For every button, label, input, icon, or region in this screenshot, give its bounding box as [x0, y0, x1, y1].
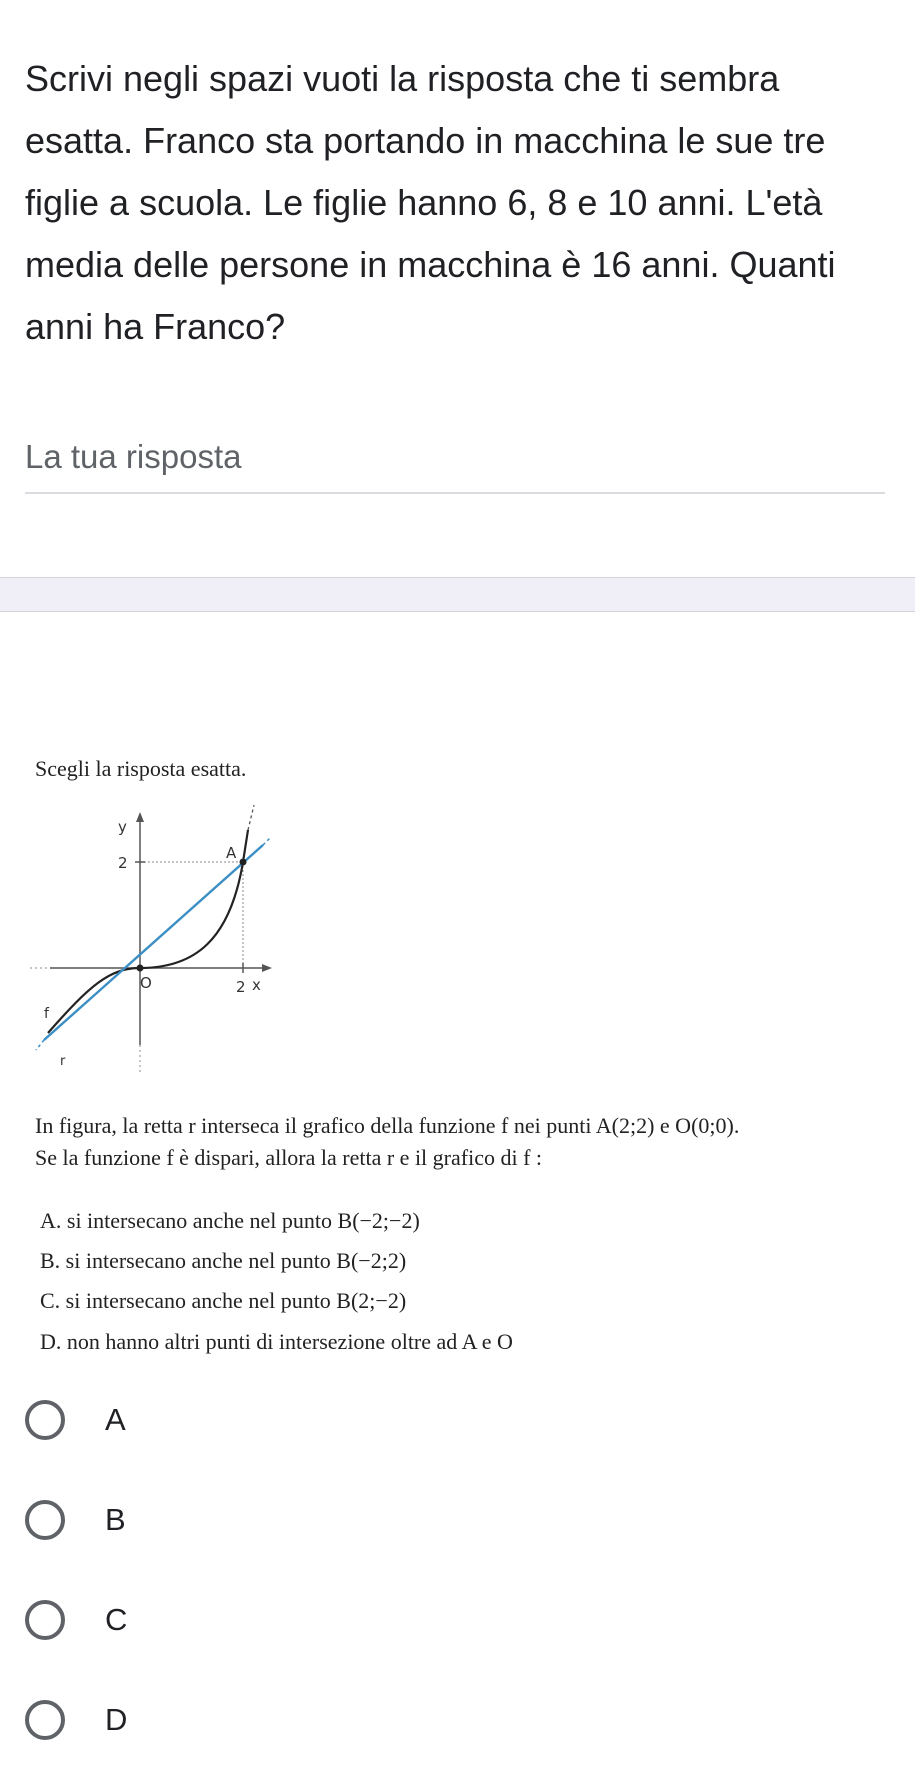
choice-label-C: C	[105, 1602, 128, 1637]
question-title: Scegli la risposta esatta.	[35, 756, 247, 781]
statement-line-2: Se la funzione f è dispari, allora la retta r e il grafico di f :	[35, 1145, 543, 1170]
point-O	[137, 965, 144, 972]
answer-placeholder: La tua risposta	[25, 438, 242, 475]
point-A-label: A	[226, 844, 237, 862]
x-axis-label: x	[252, 976, 261, 994]
function-curve	[48, 830, 248, 1033]
radio-button-B[interactable]	[25, 1500, 65, 1540]
option-text-D: D. non hanno altri punti di intersezione oltre ad A e O	[40, 1329, 513, 1354]
x-tick-label: 2	[236, 978, 246, 996]
choice-label-D: D	[105, 1702, 128, 1737]
section-divider	[0, 577, 915, 612]
function-graph	[30, 800, 290, 1090]
question-text: Scrivi negli spazi vuoti la risposta che ti sembra esatta. Franco sta portando in macchina le sue tre figlie a scuola. Le figlie hanno 6, 8 e 10 anni. L'età media delle persone in macchina è 16 anni. Quanti anni ha Franco?	[25, 58, 836, 347]
y-tick-label: 2	[118, 854, 128, 872]
function-curve-tail	[248, 805, 254, 830]
point-A	[240, 859, 247, 866]
radio-button-C[interactable]	[25, 1600, 65, 1640]
x-axis-arrow	[262, 964, 272, 972]
choice-label-B: B	[105, 1502, 126, 1537]
radio-button-A[interactable]	[25, 1400, 65, 1440]
answer-underline	[25, 492, 885, 494]
choice-C[interactable]	[25, 1590, 127, 1650]
line-label: r	[60, 1054, 66, 1069]
line-r	[44, 845, 263, 1040]
choice-A[interactable]	[25, 1390, 126, 1450]
line-r-head	[263, 838, 270, 845]
option-text-B: B. si intersecano anche nel punto B(−2;2)	[40, 1248, 407, 1273]
y-axis-arrow	[136, 812, 144, 822]
choice-B[interactable]	[25, 1490, 126, 1550]
y-axis-label: y	[118, 818, 127, 836]
function-label: f	[44, 1006, 49, 1022]
statement-line-1: In figura, la retta r interseca il grafico della funzione f nei punti A(2;2) e O(0;0).	[35, 1113, 740, 1138]
line-r-tail	[36, 1040, 44, 1050]
radio-button-D[interactable]	[25, 1700, 65, 1740]
option-text-A: A. si intersecano anche nel punto B(−2;−2)	[40, 1208, 420, 1233]
origin-label: O	[140, 974, 152, 992]
choice-label-A: A	[105, 1402, 126, 1437]
option-text-C: C. si intersecano anche nel punto B(2;−2)	[40, 1288, 407, 1313]
choice-D[interactable]	[25, 1690, 127, 1750]
